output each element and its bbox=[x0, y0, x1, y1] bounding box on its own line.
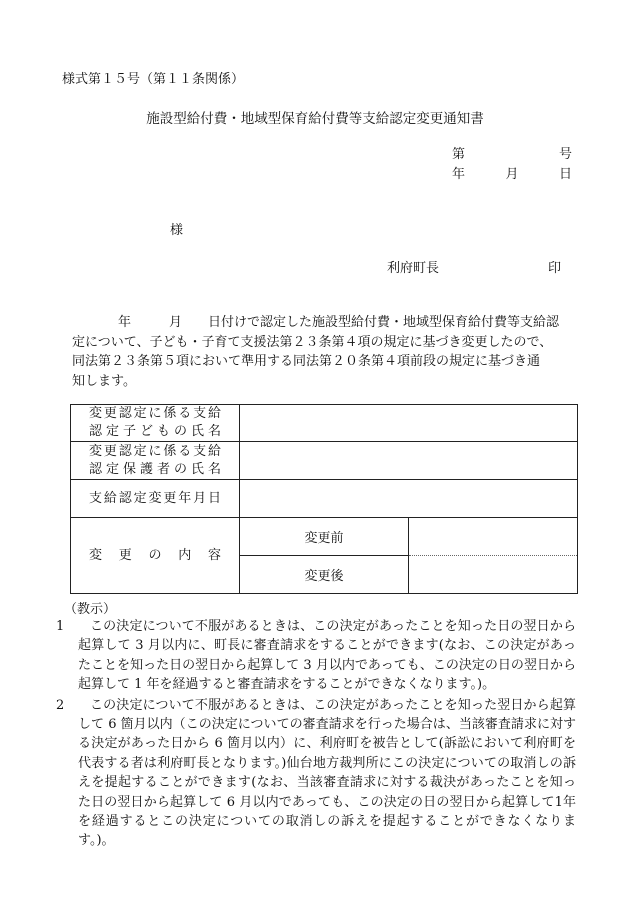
after-change-label: 変更後 bbox=[240, 556, 409, 594]
body-paragraph bbox=[72, 313, 580, 391]
guardian-name-value bbox=[240, 442, 578, 480]
notice-text: この決定について不服があるときは、この決定があったことを知った翌日から起算して 6 箇月以内（この決定についての審査請求を行った場合は、当該審査請求に対する決定があった日から 6 箇月以内）に、利府町を被告として(訴訟において利府町を代表する者は利府町長となります。)仙台地方裁判所にこの決定についての取消しの訴えを提起することができます(なお、当該審査請求に対する裁決があったことを知った日の翌日から起算して 6 月以内であっても、この決定の日の翌日から起算して1年を経過するとこの決定についての取消しの訴えを提起することができなくなります。)。 bbox=[78, 697, 576, 849]
body-month: 月 bbox=[169, 315, 183, 330]
body-line-3: 同法第２３条第５項において準用する同法第２０条第４項前段の規定に基づき通 bbox=[72, 354, 541, 369]
after-change-value bbox=[409, 556, 578, 594]
document-number-line bbox=[452, 143, 572, 162]
body-line-4: 知します。 bbox=[72, 373, 136, 389]
body-year: 年 bbox=[118, 315, 132, 330]
form-label: 様式第１５号（第１１条関係） bbox=[62, 72, 245, 87]
number-prefix: 第 bbox=[452, 147, 466, 162]
date-day: 日 bbox=[558, 167, 572, 182]
body-line-1-rest: 日付けで認定した施設型給付費・地域型保育給付費等支給認 bbox=[208, 315, 560, 330]
notice-item bbox=[56, 696, 576, 851]
before-change-label: 変更前 bbox=[240, 518, 409, 556]
notice-item bbox=[56, 617, 576, 695]
document-title: 施設型給付費・地域型保育給付費等支給認定変更通知書 bbox=[146, 111, 484, 127]
child-name-label: 変更認定に係る支給 認定子どもの氏名 bbox=[71, 405, 240, 442]
change-content-label: 変 更 の 内 容 bbox=[71, 518, 240, 594]
notice-number: 1 bbox=[56, 619, 65, 634]
before-change-value bbox=[409, 518, 578, 556]
date-year: 年 bbox=[452, 167, 466, 182]
issuer: 利府町長 bbox=[387, 261, 440, 276]
change-details-table bbox=[70, 404, 578, 594]
change-date-label: 支給認定変更年月日 bbox=[71, 480, 240, 518]
date-month: 月 bbox=[505, 167, 519, 182]
body-line-1 bbox=[72, 313, 580, 333]
addressee: 様 bbox=[170, 223, 184, 238]
number-suffix: 号 bbox=[558, 147, 572, 162]
body-line-2: 定について、子ども・子育て支援法第２３条第４項の規定に基づき変更したので、 bbox=[72, 334, 553, 350]
guardian-name-label: 変更認定に係る支給 認定保護者の氏名 bbox=[71, 442, 240, 480]
seal-mark: 印 bbox=[548, 261, 562, 276]
change-date-value bbox=[240, 480, 578, 518]
notice-label: （教示） bbox=[64, 602, 117, 617]
child-name-value bbox=[240, 405, 578, 442]
notice-number: 2 bbox=[56, 697, 65, 713]
notice-list bbox=[56, 617, 576, 852]
document-date-line bbox=[452, 163, 572, 182]
notice-text: この決定について不服があるときは、この決定があったことを知った日の翌日から起算して 3 月以内に、町長に審査請求をすることができます(なお、この決定があったことを知った日の翌日から起算して 3 月以内であっても、この決定の日の翌日から起算して 1 年を経過すると審査請求をすることができなくなります。)。 bbox=[78, 619, 576, 693]
